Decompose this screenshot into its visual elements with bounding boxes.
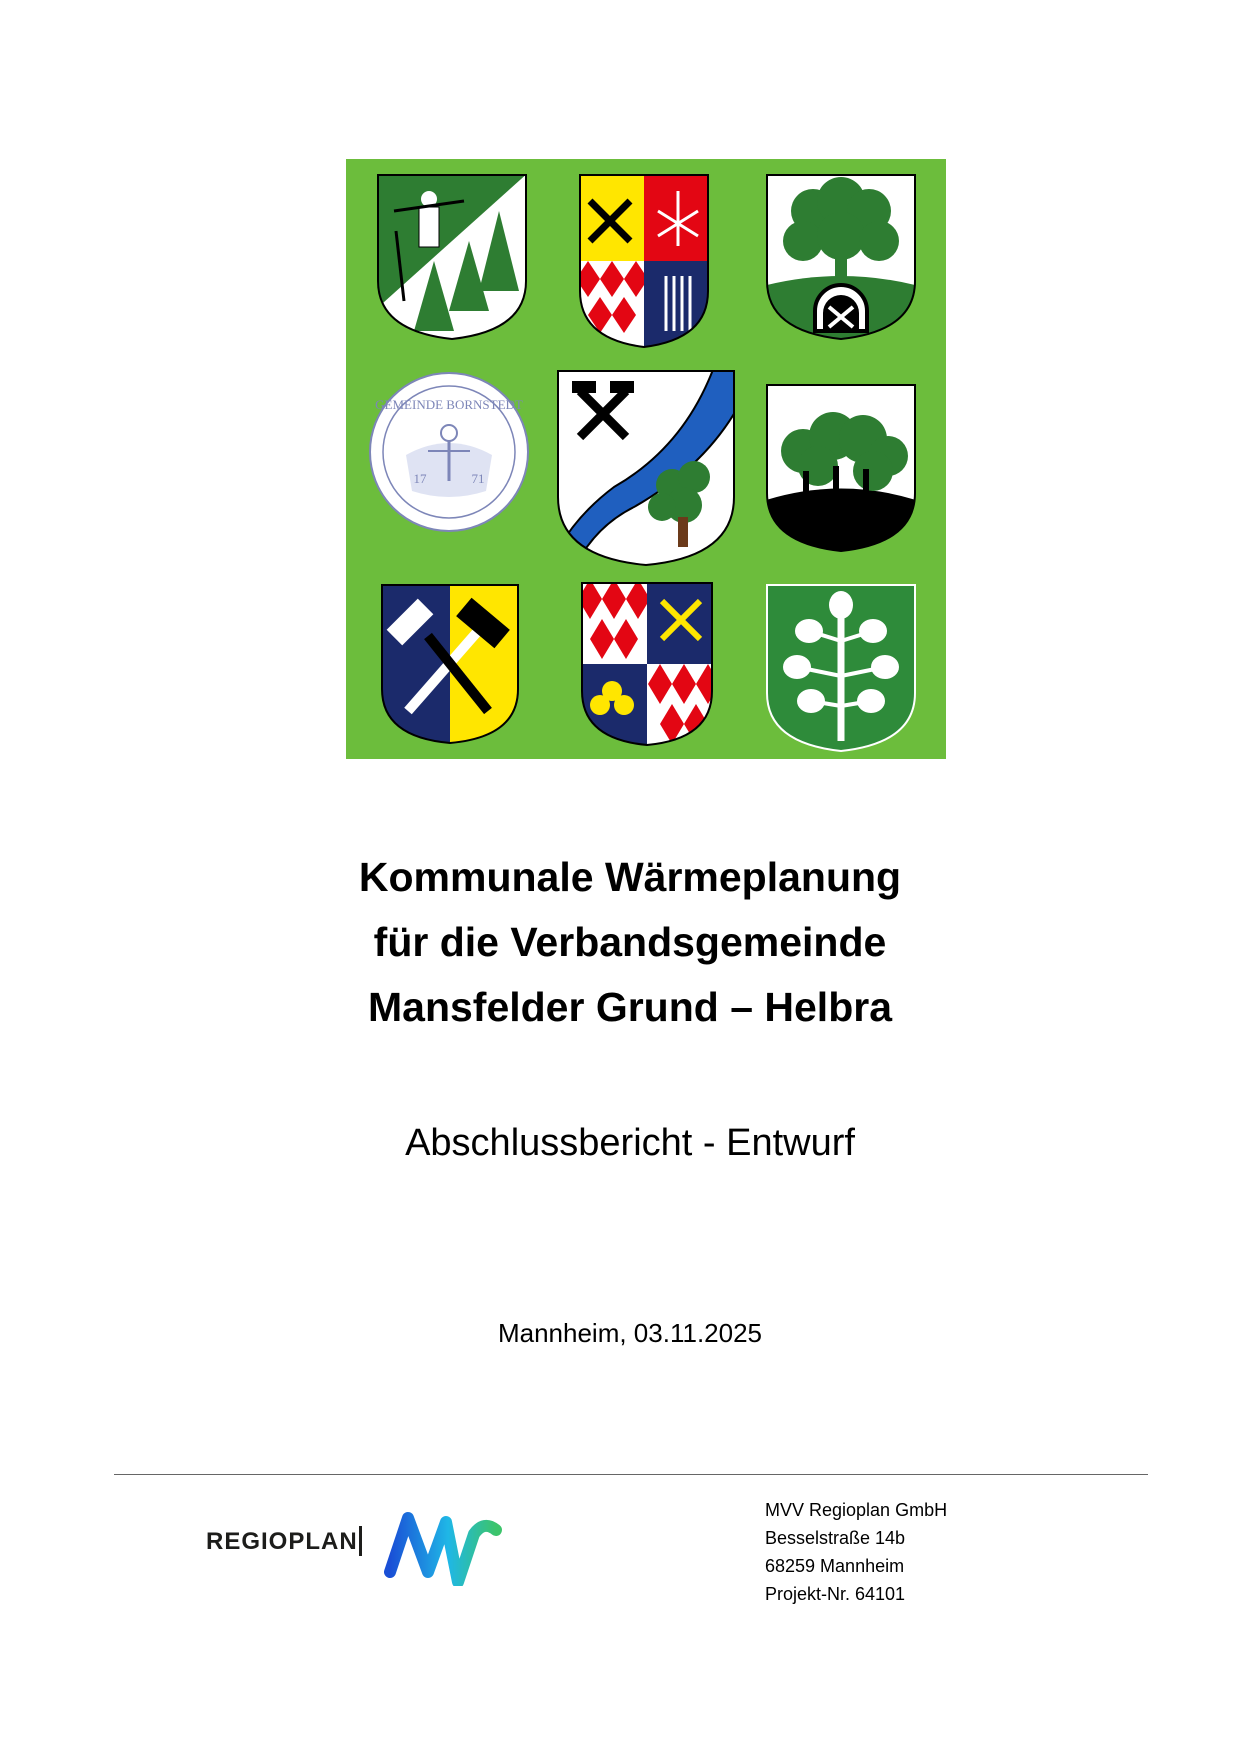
company-logo <box>206 1508 506 1584</box>
address-project: Projekt-Nr. 64101 <box>765 1584 906 1604</box>
logo-wordmark: REGIOPLAN <box>206 1528 358 1555</box>
address-city: 68259 Mannheim <box>765 1556 905 1576</box>
coat-of-arms-miner-forest <box>374 171 530 343</box>
address-street: Besselstraße 14b <box>765 1528 906 1548</box>
coat-of-arms-linden-tree <box>763 581 919 756</box>
coat-of-arms-river-hammers-tree <box>554 367 738 569</box>
footer-divider <box>114 1474 1148 1475</box>
logo-separator <box>359 1526 362 1556</box>
address-company: MVV Regioplan GmbH <box>765 1500 948 1520</box>
seal-text: GEMEINDE BORNSTEDT <box>375 397 523 412</box>
seal-gemeinde-bornstedt <box>368 371 530 533</box>
seal-year-left: 17 <box>413 471 427 486</box>
title-line-3: Mansfelder Grund – Helbra <box>367 984 892 1030</box>
company-address <box>765 1496 947 1608</box>
coat-of-arms-quartered-hammers <box>576 171 712 351</box>
mvv-logo-icon <box>384 1508 504 1586</box>
coat-of-arms-quartered-clover <box>578 579 716 749</box>
cover-image-coats-of-arms <box>346 159 946 759</box>
document-title <box>0 845 1240 1040</box>
coat-of-arms-trees-hill <box>763 381 919 556</box>
coat-of-arms-hammer-blue-yellow <box>378 581 522 747</box>
place-and-date: Mannheim, 03.11.2025 <box>497 1318 763 1348</box>
coat-of-arms-oak-mine <box>763 171 919 343</box>
seal-year-right: 71 <box>471 471 485 486</box>
title-line-1: Kommunale Wärmeplanung <box>358 854 902 900</box>
document-subtitle: Abschlussbericht - Entwurf <box>405 1122 855 1164</box>
title-line-2: für die Verbandsgemeinde <box>373 919 887 965</box>
